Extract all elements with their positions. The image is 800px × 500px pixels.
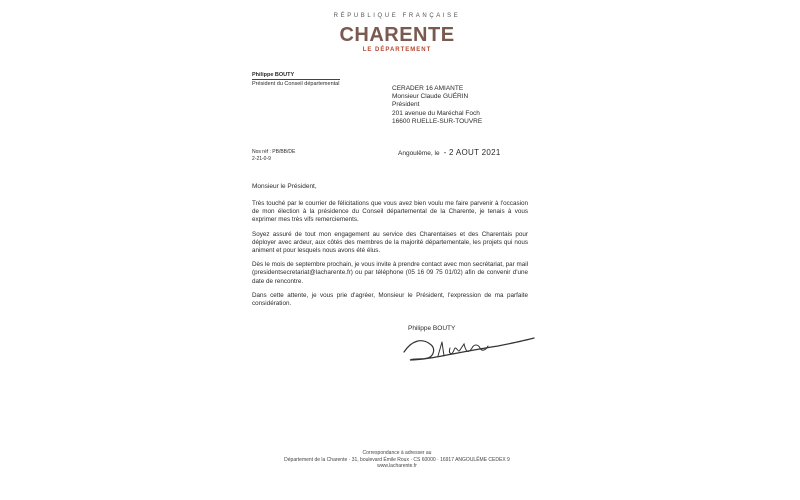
body-paragraph: Dans cette attente, je vous prie d'agréer, Monsieur le Président, l'expression de ma parfaite considération. — [252, 291, 528, 308]
footer-website: www.lacharente.fr — [377, 463, 417, 469]
address-line: Monsieur Claude GUÉRIN — [392, 93, 469, 101]
brand-logo: CHARENTE — [339, 24, 455, 46]
address-line: 16600 RUELLE-SUR-TOUVRE — [392, 117, 483, 125]
body-paragraph: Très touché par le courrier de félicitations que vous avez bien voulu me faire parvenir à l'occasion de mon élection à la présidence du Conseil départemental de la Charente, je tenais à vous exprimer mes très vifs remerciements. — [252, 200, 528, 224]
reference-block — [252, 149, 295, 162]
date-stamp: - 2 AOUT 2021 — [443, 148, 501, 157]
republic-heading: RÉPUBLIQUE FRANÇAISE — [333, 13, 461, 19]
signer-name: Philippe BOUTY — [408, 325, 456, 332]
sender-divider — [252, 79, 340, 80]
body-paragraph: Dès le mois de septembre prochain, je vous invite à prendre contact avec mon secrétariat, par mail (presidentsecretariat@lacharente.fr) ou par téléphone (05 16 09 75 01/02) afin de convenir d'une date de rencontre. — [252, 261, 528, 285]
footer — [222, 450, 572, 470]
reference-line: Nos réf : PB/BB/DE — [252, 149, 296, 155]
sender-name: Philippe BOUTY — [252, 72, 295, 78]
department-subtitle: LE DÉPARTEMENT — [362, 47, 432, 53]
date-line — [398, 148, 501, 157]
date-place: Angoulême, le — [398, 150, 440, 157]
footer-address: Département de la Charente · 31, boulevard Émile Roux · CS 60000 · 16917 ANGOULÊME CEDEX 9 — [284, 456, 510, 463]
address-line: Président — [392, 101, 420, 109]
footer-line: Correspondance à adresser au — [362, 450, 432, 456]
salutation: Monsieur le Président, — [252, 183, 317, 190]
reference-line: 2-21-0-9 — [252, 155, 271, 162]
letter-body — [252, 200, 528, 314]
address-line: CERADER 16 AMIANTE — [392, 85, 464, 92]
body-paragraph: Soyez assuré de tout mon engagement au service des Charentaises et des Charentais pour déployer avec ardeur, aux côtés des membres de la majorité départementale, les projets qui nous animent et pour lesquels nous avons été élus. — [252, 230, 528, 255]
sender-role: Président du Conseil départemental — [252, 81, 340, 87]
recipient-address — [392, 85, 482, 126]
address-line: 201 avenue du Maréchal Foch — [392, 109, 480, 117]
handwritten-signature — [398, 330, 538, 370]
